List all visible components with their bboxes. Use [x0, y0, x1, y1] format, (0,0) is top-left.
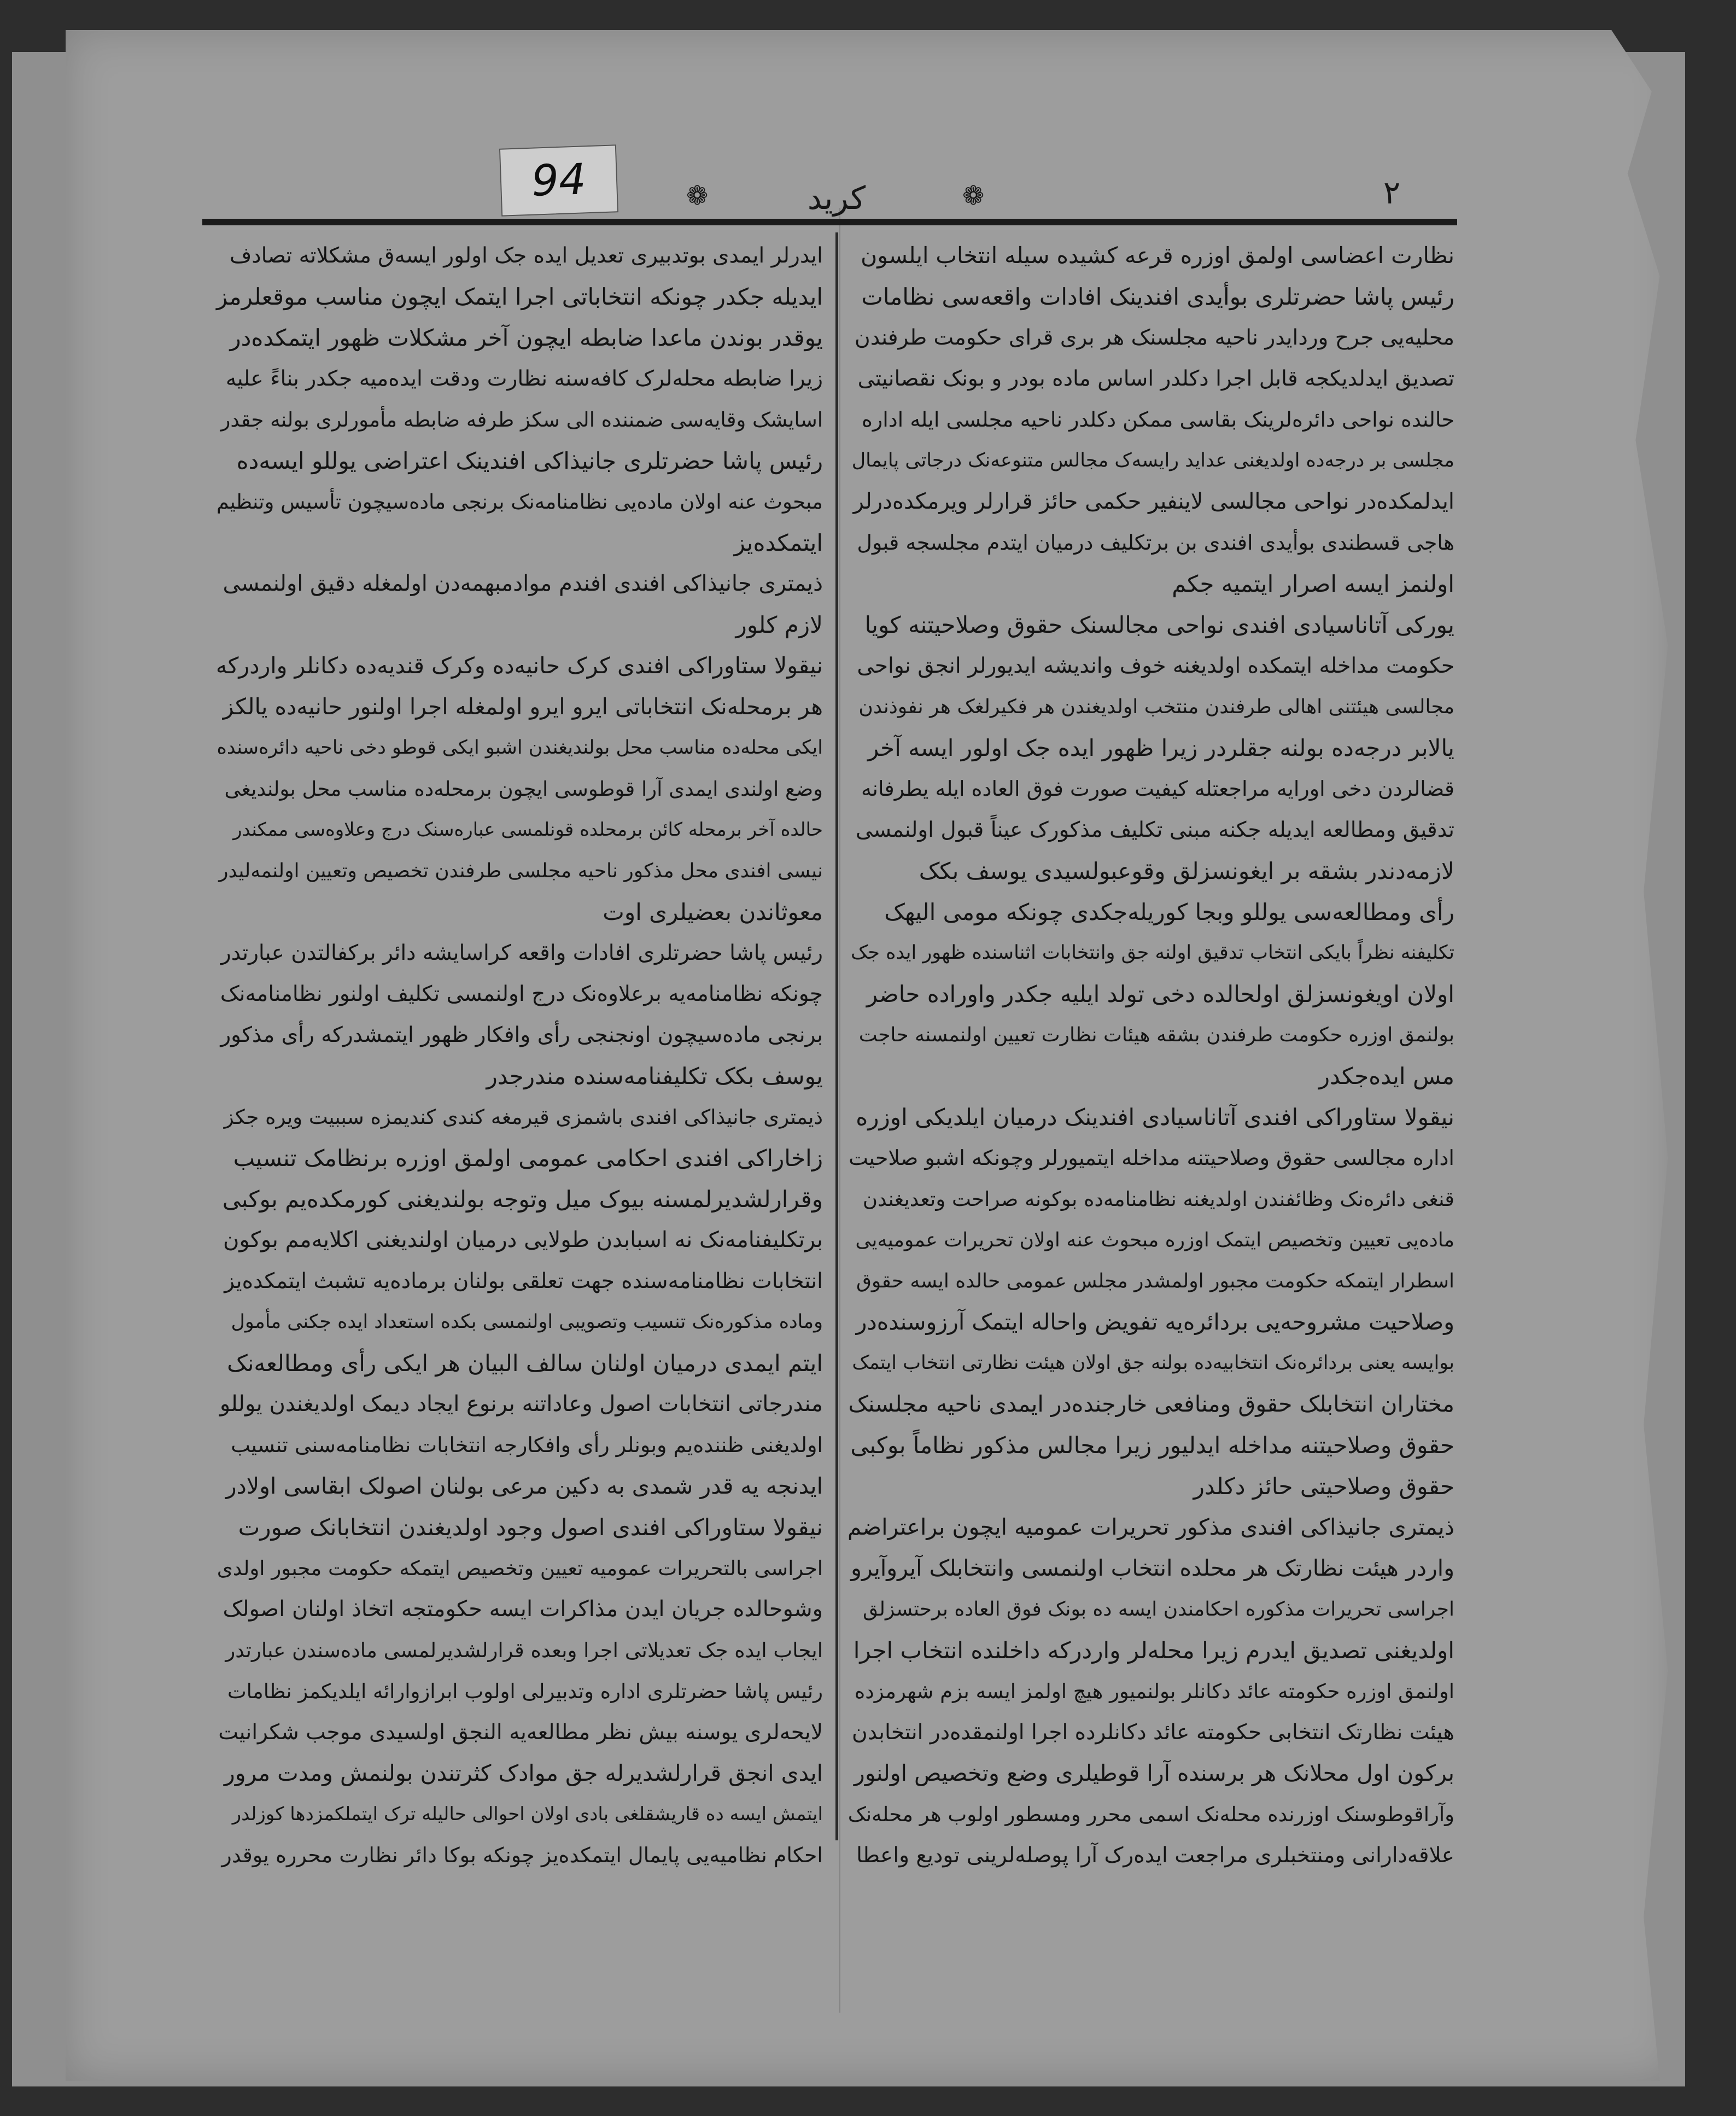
text-line: ایدلمکده‌در نواحی مجالسی لاینفیر حکمی حائز قرارلر ویرمکده‌درلر	[853, 489, 1454, 514]
text-line: نیسی افندی محل مذکور ناحیه مجلسی طرفندن تخصیص وتعیین اولنمه‌لیدر	[219, 860, 823, 882]
text-line: یوسف بکک تکلیفنامه‌سنده مندرجدر	[486, 1063, 823, 1089]
text-line: وماده مذکوره‌نک تنسیب وتصویبی اولنمسی بکده استعداد ایده جکنی مأمول	[231, 1311, 823, 1333]
column-divider	[835, 232, 838, 1840]
text-line: احکام نظامیه‌یی پایمال ایتمکده‌یز چونکه بوکا دائر نظارت محرره یوقدر	[221, 1843, 823, 1867]
fold-crease	[839, 208, 840, 2013]
text-line: محلیه‌یی جرح وردایدر ناحیه مجلسنک هر بری قرای حکومت طرفندن	[855, 325, 1454, 350]
text-line: ایجاب ایده جک تعدیلاتی اجرا وبعده قرارلشدیرلمسی ماده‌سندن عبارتدر	[225, 1639, 823, 1662]
text-line: رئیس پاشا حضرتلری جانیذاکی افندینک اعتراضی یوللو ایسه‌ده	[236, 447, 823, 474]
text-line: زیرا ضابطه محله‌لرک کافه‌سنه نظارت ودقت ایده‌میه جکدر بناءً علیه	[225, 366, 823, 391]
text-line: اسایشک وقایه‌سی ضمننده الی سکز طرفه ضابطه مأمورلری بولنه جقدر	[220, 408, 823, 432]
text-line: نیقولا ستاوراکی افندی آتاناسیادی افندینک درمیان ایلدیکی اوزره	[856, 1104, 1454, 1130]
text-line: لازم کلور	[735, 611, 823, 638]
text-line: نیقولا ستاوراکی افندی کرک حانیه‌ده وکرک قندیه‌ده دکانلر واردرکه	[215, 652, 823, 679]
text-line: ایتمکده‌یز	[734, 529, 823, 556]
text-line: ایتم ایمدی درمیان اولنان سالف البیان هر ایکی رأی ومطالعه‌نک	[227, 1350, 823, 1377]
header-ornament-right: ❁	[962, 180, 985, 211]
text-line: لازمه‌دندر بشقه بر ایغونسزلق وقوعبولسیدی یوسف بکک	[919, 858, 1454, 884]
text-line: حقوق وصلاحیتنه مداخله ایدلیور زیرا مجالس مذکور نظاماً بوکبی	[850, 1432, 1454, 1459]
text-line: ایدنجه یه قدر شمدی به دکین مرعی بولنان اصولک ابقاسی اولادر	[225, 1473, 823, 1499]
text-line: لایحه‌لری یوسنه بیش نظر مطالعه‌یه النجق اولسیدی موجب شکرانیت	[218, 1720, 823, 1745]
text-line: اولدیغنی تصدیق ایدرم زیرا محله‌لر واردرکه داخلنده انتخاب اجرا	[853, 1637, 1454, 1664]
right-text-column	[847, 235, 1454, 1925]
text-line: ذیمتری جانیذاکی افندی مذکور تحریرات عمومیه ایچون براعتراضم	[847, 1514, 1454, 1540]
header-ornament-left: ❁	[686, 180, 709, 211]
text-line: اداره مجالسی حقوق وصلاحیتنه مداخله ایتمیورلر وچونکه اشبو صلاحیت	[849, 1146, 1454, 1170]
text-line: حالده آخر برمحله کائن برمحلده قونلمسی عباره‌سنک درج وعلاوه‌سی ممکندر	[233, 819, 823, 841]
text-line: حالنده نواحی دائره‌لرینک بقاسی ممکن دکلدر ناحیه مجلسی ایله اداره	[861, 407, 1454, 432]
text-line: وصلاحیت مشروحه‌یی بردائره‌یه تفویض واحاله ایتمک آرزوسنده‌در	[856, 1309, 1454, 1335]
text-line: اجراسی بالتحریرات عمومیه تعیین وتخصیص ایتمکه حکومت مجبور اولدی	[217, 1557, 823, 1580]
text-line: مندرجاتی انتخابات اصول وعاداتنه برنوع ایجاد دیمک اولدیغندن یوللو	[219, 1391, 823, 1417]
text-line: ایدی انجق قرارلشدیرله جق موادک کثرتندن بولنمش ومدت مرور	[224, 1760, 823, 1786]
text-line: وقرارلشدیرلمسنه بیوک میل وتوجه بولندیغنی کورمکده‌یم بوکبی	[222, 1186, 823, 1213]
text-line: اسطرار ایتمکه حکومت مجبور اولمشدر مجلس عمومی حالده ایسه حقوق	[856, 1270, 1454, 1292]
text-line: حکومت مداخله ایتمکده اولدیغنه خوف واندیشه ایدیورلر انجق نواحی	[857, 654, 1454, 678]
text-line: تصدیق ایدلدیکجه قابل اجرا دکلدر اساس ماده بودر و بونک نقصانیتی	[857, 366, 1454, 391]
text-line: رأی ومطالعه‌سی یوللو وبجا کوریله‌جکدی چونکه مومی الیهک	[884, 899, 1454, 925]
text-line: ایکی محله‌ده مناسب محل بولندیغندن اشبو ایکی قوطو دخی ناحیه دائره‌سنده	[217, 737, 823, 759]
text-line: زاخاراکی افندی احکامی عمومی اولمق اوزره برنظامک تنسیب	[233, 1145, 823, 1171]
text-line: رئیس پاشا حضرتلری اداره وتدبیرلی اولوب ابرازوارائه ایلدیکمز نظامات	[227, 1680, 823, 1703]
text-line: اولان اویغونسزلق اولحالده دخی تولد ایلیه جکدر واوراده حاضر	[866, 981, 1454, 1007]
text-line: برنجی ماده‌سیچون اونجنجی رأی وافکار ظهور ایتمشدرکه رأی مذکور	[220, 1023, 823, 1047]
text-line: یالابر درجه‌ده بولنه جقلردر زیرا ظهور ایده جک اولور ایسه آخر	[867, 735, 1454, 761]
text-line: ماده‌یی تعیین وتخصیص ایتمک اوزره مبحوث عنه اولان تحریرات عمومیه‌یی	[855, 1229, 1454, 1251]
text-line: برکون اول محلانک هر برسنده آرا قوطیلری وضع وتخصیص اولنور	[854, 1760, 1454, 1786]
text-line: حقوق وصلاحیتی حائز دکلدر	[1193, 1473, 1454, 1500]
text-line: بوایسه یعنی بردائره‌نک انتخابیه‌ده بولنه جق اولان هیئت نظارتی انتخاب ایتمک	[852, 1352, 1454, 1374]
text-line: مجالسی هیئتنی اهالی طرفندن منتخب اولدیغندن هر فکیرلغک هر نفوذندن	[858, 696, 1454, 718]
newspaper-title: كريد	[807, 179, 866, 217]
text-line: هیئت نظارتک انتخابی حکومته عائد دکانلرده اجرا اولنمقده‌در انتخابدن	[852, 1720, 1454, 1745]
text-line: ذیمتری جانیذاکی افندی باشمزی قیرمغه کندی کندیمزه سببیت ویره جکز	[224, 1105, 823, 1129]
text-line: مختاران انتخابلک حقوق ومنافعی خارجنده‌در ایمدی ناحیه مجلسنک	[848, 1391, 1454, 1417]
text-line: وشوحالده جریان ایدن مذاکرات ایسه حکومتجه اتخاذ اولنان اصولک	[223, 1596, 823, 1622]
text-line: نیقولا ستاوراکی افندی اصول وجود اولدیغندن انتخابانک صورت	[238, 1514, 823, 1541]
text-line: معوثاندن بعضیلری اوت	[603, 899, 823, 925]
page-number: ٢	[1383, 174, 1401, 211]
text-line: تکلیفنه نظراً بایکی انتخاب تدقیق اولنه جق وانتخابات اثناسنده ظهور ایده جک	[851, 942, 1454, 964]
text-line: هاجی قسطندی بوأیدی افندی بن برتکلیف درمیان ایتدم مجلسجه قبول	[857, 531, 1454, 555]
text-line: مجلسی بر درجه‌ده اولدیغنی عداید رایسه‌ک مجالس متنوعه‌نک درجاتی پایمال	[851, 450, 1454, 471]
text-line: تدقیق ومطالعه ایدیله جکنه مبنی تکلیف مذکورک عیناً قبول اولنمسی	[855, 818, 1454, 842]
text-line: ایتمش ایسه ده قاریشقلغی بادی اولان احوالی حالیله ترک ایتملکمزدها کوزلدر	[232, 1803, 823, 1825]
text-line: رئیس پاشا حضرتلری بوأیدی افندینک افادات واقعه‌سی نظامات	[861, 283, 1454, 310]
text-line: وضع اولندی ایمدی آرا قوطوسی ایچون برمحله‌ده مناسب محل بولندیغی	[224, 777, 823, 801]
text-line: انتخابات نظامنامه‌سنده جهت تعلقی بولنان برماده‌یه تشبث ایتمکده‌یز	[224, 1269, 823, 1293]
archive-page-label: 94	[499, 144, 618, 216]
text-line: اولدیغنی ظننده‌یم وبونلر رأی وافکارجه انتخابات نظامنامه‌سنی تنسیب	[231, 1433, 823, 1457]
text-line: اولنمز ایسه اصرار ایتمیه جکم	[1172, 570, 1454, 597]
text-line: رئیس پاشا حضرتلری افادات واقعه کراسایشه دائر برکفالتدن عبارتدر	[220, 941, 823, 965]
left-text-column	[215, 235, 823, 1867]
text-line: اجراسی تحریرات مذکوره احکامندن ایسه ده بونک فوق العاده برحتسزلق	[862, 1598, 1454, 1620]
text-line: علاقه‌دارانی ومنتخبلری مراجعت ایده‌رک آرا پوصله‌لرینی تودیع واعطا	[856, 1843, 1454, 1868]
text-line: یورکی آتاناسیادی افندی نواحی مجالسنک حقوق وصلاحیتنه کویا	[864, 611, 1454, 638]
text-line: مس ایده‌جکدر	[1318, 1063, 1454, 1089]
text-line: یوقدر بوندن ماعدا ضابطه ایچون آخر مشکلات ظهور ایتمکده‌در	[230, 324, 823, 351]
text-line: قضالردن دخی اورایه مراجعتله کیفیت صورت فوق العاده ایله یطرفانه	[861, 777, 1454, 801]
text-line: اولنمق اوزره حکومته عائد دکانلر بولنمیور هیچ اولمز ایسه بزم شهرمزده	[854, 1680, 1454, 1703]
text-line: مبحوث عنه اولان ماده‌یی نظامنامه‌نک برنجی ماده‌سیچون تأسیس وتنظیم	[216, 490, 823, 514]
text-line: نظارت اعضاسی اولمق اوزره قرعه کشیده سیله انتخاب ایلسون	[861, 242, 1454, 269]
text-line: ایدرلر ایمدی بوتدبیری تعدیل ایده جک اولور ایسه‌ق مشکلاته تصادف	[229, 243, 823, 268]
text-line: چونکه نظامنامه‌یه برعلاوه‌نک درج اولنمسی تکلیف اولنور نظامنامه‌نک	[220, 982, 823, 1006]
text-line: ذیمتری جانیذاکی افندی افندم موادمبهمه‌دن اولمغله دقیق اولنمسی	[223, 571, 823, 596]
text-line: هر برمحله‌نک انتخاباتی ایرو ایرو اولمغله اجرا اولنور حانیه‌ده یالکز	[223, 693, 823, 720]
header-rule	[202, 219, 1457, 225]
text-line: بولنمق اوزره حکومت طرفندن بشقه هیئات نظارت تعیین اولنمسنه حاجت	[858, 1024, 1454, 1046]
text-line: وآراقوطوسنک اوزرنده محله‌نک اسمی محرر ومسطور اولوب هر محله‌نک	[847, 1803, 1454, 1826]
text-line: برتکلیفنامه‌نک نه اسبابدن طولایی درمیان اولندیغنی اکلایه‌مم بوکون	[223, 1227, 823, 1252]
text-line: ایدیله جکدر چونکه انتخاباتی اجرا ایتمک ایچون مناسب موقعلرمز	[216, 283, 823, 310]
text-line: قنغی دائره‌نک وظائفندن اولدیغنه نظامنامه‌ده بوکونه صراحت وتعدیغندن	[862, 1187, 1454, 1211]
text-line: واردر هیئت نظارتک هر محلده انتخاب اولنمسی وانتخابلک آیروآیرو	[851, 1555, 1454, 1581]
